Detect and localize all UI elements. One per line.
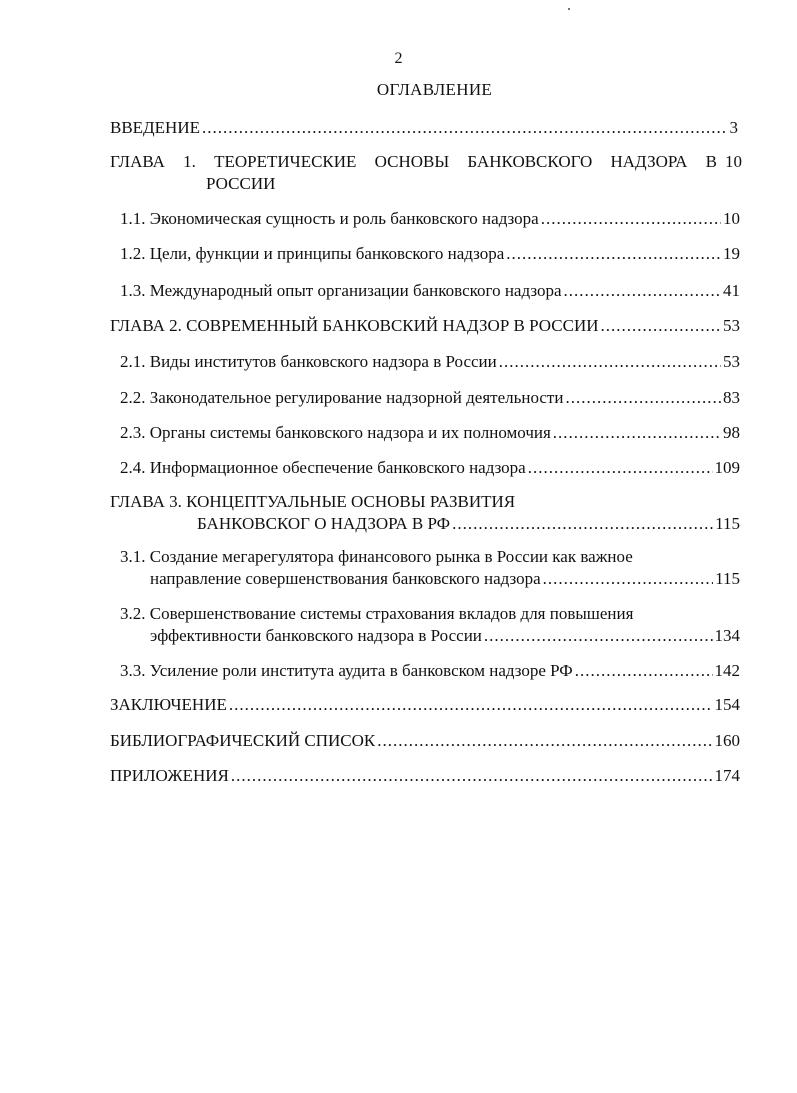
leader-dots [541, 208, 721, 230]
toc-entry-text: БИБЛИОГРАФИЧЕСКИЙ СПИСОК [110, 731, 376, 750]
toc-entry-text: 3.3. Усиление роли института аудита в банковском надзоре РФ [120, 661, 573, 680]
toc-entry-text-continued: направление совершенствования банковского надзора [150, 569, 541, 588]
leader-dots [506, 243, 721, 265]
toc-entry-section-1-1[interactable] [120, 208, 740, 230]
leader-dots [231, 765, 713, 787]
toc-entry-chapter-2[interactable] [110, 315, 740, 337]
leader-dots [564, 280, 722, 302]
toc-entry-text: 3.2. Совершенствование системы страхования вкладов для повышения [120, 604, 634, 623]
toc-entry-text-continued: РОССИИ [206, 174, 276, 193]
toc-entry-section-3-3[interactable] [120, 660, 740, 682]
toc-entry-text: 2.3. Органы системы банковского надзора и их полномочия [120, 423, 551, 442]
toc-entry-text: 1.1. Экономическая сущность и роль банковского надзора [120, 209, 539, 228]
leader-dots [484, 625, 713, 647]
toc-entry-page: 3 [729, 118, 738, 137]
toc-entry-section-1-3[interactable] [120, 280, 740, 302]
toc-entry-text-continued: БАНКОВСКОГ О НАДЗОРА В РФ [197, 514, 451, 533]
leader-dots [499, 351, 721, 373]
toc-entry-text-continued: эффективности банковского надзора в России [150, 626, 482, 645]
toc-entry-text: 3.1. Создание мегарегулятора финансового рынка в России как важное [120, 547, 633, 566]
leader-dots [377, 730, 712, 752]
toc-entry-text: ГЛАВА 2. СОВРЕМЕННЫЙ БАНКОВСКИЙ НАДЗОР В РОССИИ [110, 316, 599, 335]
toc-entry-page: 154 [714, 695, 740, 714]
toc-entry-page: 41 [723, 281, 740, 300]
leader-dots [528, 457, 713, 479]
toc-entry-chapter-1[interactable] [110, 151, 742, 195]
toc-entry-text: 2.1. Виды институтов банковского надзора в России [120, 352, 497, 371]
toc-entry-section-2-4[interactable] [120, 457, 740, 479]
toc-entry-text: 1.2. Цели, функции и принципы банковского надзора [120, 244, 505, 263]
toc-entry-page: 115 [715, 514, 740, 533]
toc-entry-section-2-1[interactable] [120, 351, 740, 373]
toc-entry-page: 53 [723, 316, 740, 335]
toc-entry-page: 83 [723, 388, 740, 407]
toc-entry-page: 19 [723, 244, 740, 263]
leader-dots [575, 660, 713, 682]
toc-entry-text: 1.3. Международный опыт организации банковского надзора [120, 281, 562, 300]
toc-entry-section-3-1[interactable] [120, 546, 740, 590]
toc-entry-text: ВВЕДЕНИЕ [110, 118, 200, 137]
toc-entry-text: ЗАКЛЮЧЕНИЕ [110, 695, 227, 714]
leader-dots [229, 694, 713, 716]
toc-entry-page: 53 [723, 352, 740, 371]
toc-entry-page: 109 [714, 458, 740, 477]
toc-entry-bibliography[interactable] [110, 730, 740, 752]
toc-entry-appendices[interactable] [110, 765, 740, 787]
toc-entry-text: 2.4. Информационное обеспечение банковского надзора [120, 458, 526, 477]
toc-entry-text: ПРИЛОЖЕНИЯ [110, 766, 229, 785]
toc-entry-section-3-2[interactable] [120, 603, 740, 647]
toc-entry-section-2-3[interactable] [120, 422, 740, 444]
toc-entry-section-2-2[interactable] [120, 387, 740, 409]
toc-entry-page: 98 [723, 423, 740, 442]
toc-entry-page: 10 [723, 209, 740, 228]
toc-entry-text: ГЛАВА 1. ТЕОРЕТИЧЕСКИЕ ОСНОВЫ БАНКОВСКОГО НАДЗОРА В [110, 152, 717, 171]
leader-dots [565, 387, 721, 409]
toc-entry-page: 174 [714, 766, 740, 785]
toc-entry-page: 10 [725, 152, 742, 171]
leader-dots [543, 568, 713, 590]
toc-entry-page: 142 [714, 661, 740, 680]
page-number: 2 [394, 50, 403, 67]
toc-entry-page: 115 [715, 569, 740, 588]
scan-speck [568, 8, 570, 10]
toc-entry-page: 160 [714, 731, 740, 750]
leader-dots [601, 315, 722, 337]
toc-entry-chapter-3[interactable] [110, 491, 740, 535]
leader-dots [452, 513, 713, 535]
toc-entry-text: ГЛАВА 3. КОНЦЕПТУАЛЬНЫЕ ОСНОВЫ РАЗВИТИЯ [110, 492, 516, 511]
leader-dots [553, 422, 721, 444]
toc-entry-text: 2.2. Законодательное регулирование надзорной деятельности [120, 388, 564, 407]
toc-entry-page: 134 [714, 626, 740, 645]
toc-title: ОГЛАВЛЕНИЕ [376, 80, 493, 99]
leader-dots [202, 117, 728, 139]
toc-entry-introduction[interactable] [110, 117, 738, 139]
toc-entry-conclusion[interactable] [110, 694, 740, 716]
toc-entry-section-1-2[interactable] [120, 243, 740, 265]
